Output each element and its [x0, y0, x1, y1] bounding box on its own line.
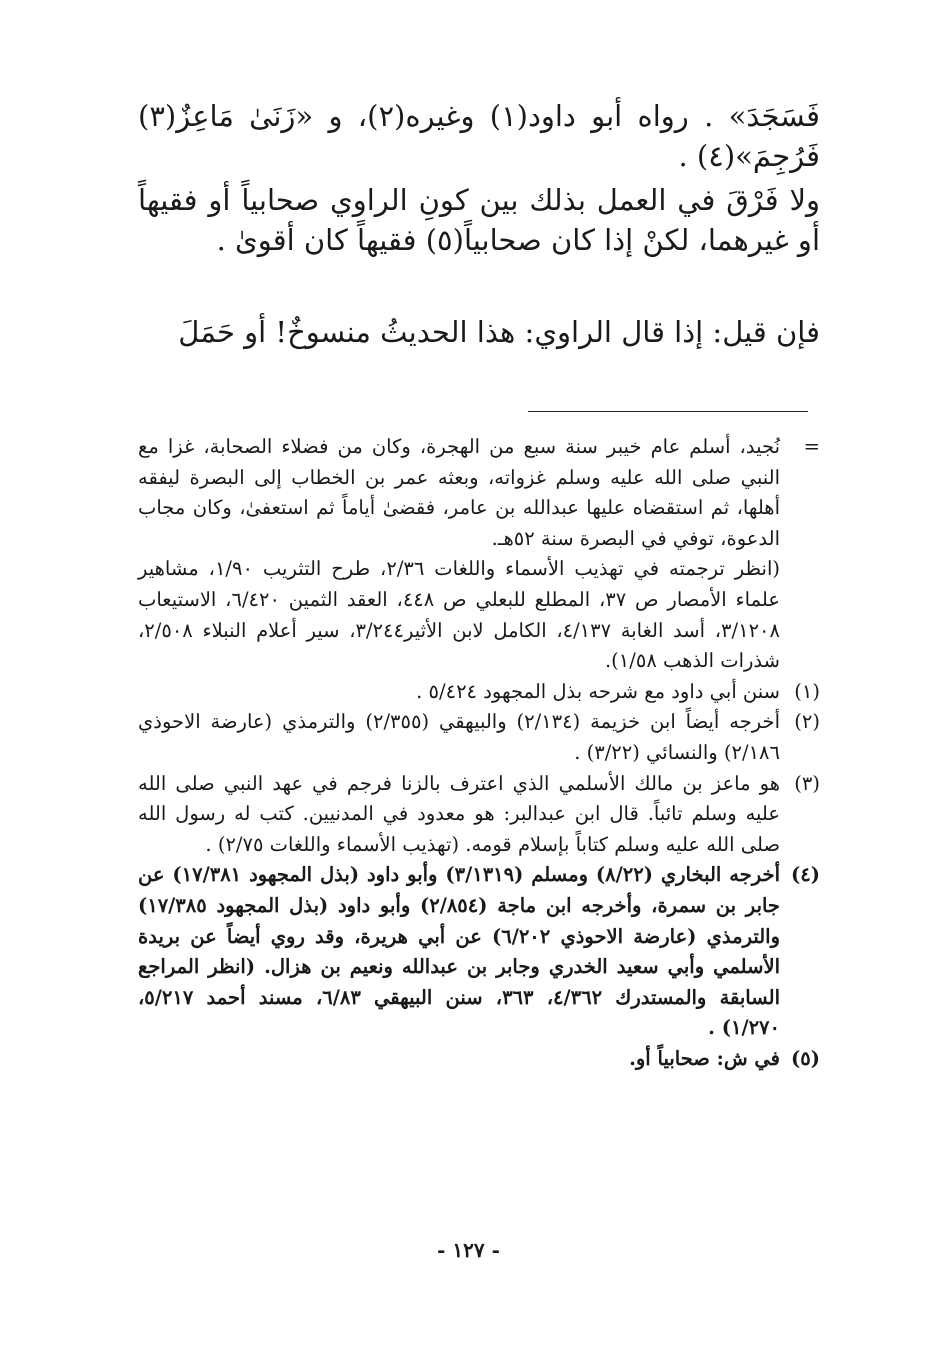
- page-number: - ١٢٧ -: [437, 1238, 500, 1262]
- footnote-4: [138, 860, 820, 1044]
- footnote-2: [138, 707, 820, 768]
- footnote-references: [138, 554, 820, 676]
- footnote-marker: (٣): [794, 771, 820, 795]
- footnote-marker: (٢): [794, 710, 820, 734]
- footnote-text: في ش: صحابياً أو.: [629, 1046, 780, 1070]
- body-paragraph-2: ولا فَرْقَ في العمل بذلك بين كونِ الراوي صحابياً أو فقيهاً أو غيرهما، لكنْ إذا كان صحابياً(٥) فقيهاً كان أقوىٰ .: [138, 183, 820, 257]
- footnote-1: [138, 677, 820, 708]
- footnote-text: أخرجه أيضاً ابن خزيمة (٢/١٣٤) والبيهقي (٢/٣٥٥) والترمذي (عارضة الاحوذي ٢/١٨٦) والنسائي (٣/٢٢) .: [138, 710, 781, 764]
- footnote-continuation-text: نُجيد، أسلم عام خيبر سنة سبع من الهجرة، وكان من فضلاء الصحابة، غزا مع النبي صلى الله عليه وسلم غزواته، وبعثه عمر بن الخطاب إلى البصرة ليفقه أهلها، ثم استقضاه عليها عبدالله بن عامر، فقضىٰ أياماً ثم استعفىٰ، وكان مجاب الدعوة، توفي في البصرة سنة ٥٢هـ.: [138, 435, 780, 550]
- footnote-marker: (١): [794, 679, 820, 703]
- footnote-5: [138, 1044, 820, 1075]
- footnote-continuation: [138, 432, 820, 554]
- footnote-text: هو ماعز بن مالك الأسلمي الذي اعترف بالزنا فرجم في عهد النبي صلى الله عليه وسلم تائباً. قال ابن عبدالبر: هو معدود في المدنيين. كتب له رسول الله صلى الله عليه وسلم كتاباً بإسلام قومه. (تهذيب الأسماء واللغات ٢/٧٥) .: [138, 771, 780, 856]
- body-paragraph-3: فإن قيل: إذا قال الراوي: هذا الحديثُ منسوخٌ! أو حَمَلَ: [178, 315, 820, 349]
- footnote-marker: (٥): [791, 1046, 820, 1070]
- footnote-text: أخرجه البخاري (٨/٢٢) ومسلم (٣/١٣١٩) وأبو داود (بذل المجهود ١٧/٣٨١) عن جابر بن سمرة، وأخرجه ابن ماجة (٢/٨٥٤) وأبو داود (بذل المجهود ١٧/٣٨٥) والترمذي (عارضة الاحوذي ٦/٢٠٢) عن أبي هريرة، وقد روي أيضاً عن بريدة الأسلمي وأبي سعيد الخدري وجابر بن عبدالله ونعيم بن هزال. (انظر المراجع السابقة والمستدرك ٤/٣٦٢، ٣٦٣، سنن البيهقي ٦/٨٣، مسند أحمد ٥/٢١٧، ١/٢٧٠) .: [138, 863, 781, 1040]
- body-paragraph-1: فَسَجَدَ» . رواه أبو داود(١) وغيره(٢)، و «زَنَىٰ مَاعِزٌ(٣) فَرُجِمَ»(٤) .: [138, 99, 821, 173]
- footnotes-section: [138, 432, 820, 1074]
- footnote-separator: [528, 411, 808, 412]
- continuation-marker: =: [803, 435, 820, 458]
- footnote-marker: (٤): [791, 863, 820, 887]
- footnote-references-text: (انظر ترجمته في تهذيب الأسماء واللغات ٢/٣٦، طرح التثريب ١/٩٠، مشاهير علماء الأمصار ص ٣٧، المطلع للبعلي ص ٤٤٨، العقد الثمين ٦/٤٢٠، الاستيعاب ٣/١٢٠٨، أسد الغابة ٤/١٣٧، الكامل لابن الأثير٣/٢٤٤، سير أعلام النبلاء ٢/٥٠٨، شذرات الذهب ١/٥٨).: [138, 557, 780, 673]
- footnote-3: [138, 769, 820, 861]
- footnote-text: سنن أبي داود مع شرحه بذل المجهود ٥/٤٢٤ .: [416, 679, 780, 703]
